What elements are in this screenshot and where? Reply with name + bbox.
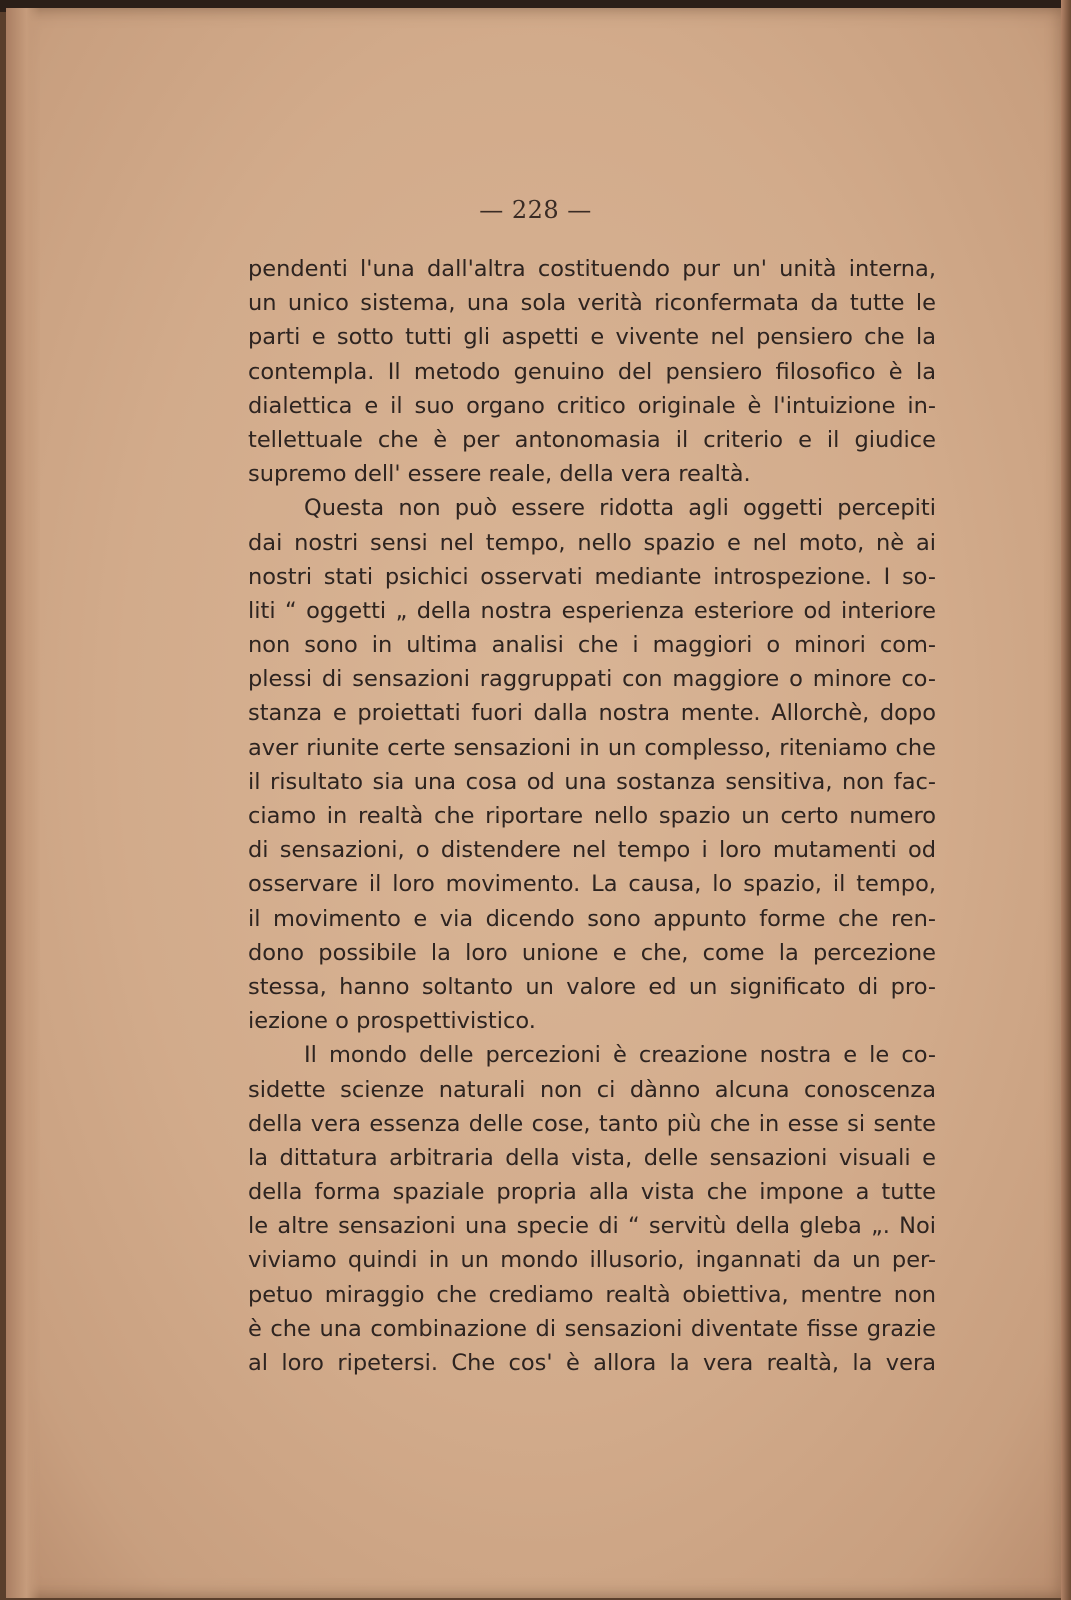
page-gutter	[6, 8, 40, 1598]
text-line: Il mondo delle percezioni è creazione nostra e le co-	[304, 1042, 936, 1069]
text-line: aver riunite certe sensazioni in un complesso, riteniamo che	[248, 734, 936, 761]
text-line: non sono in ultima analisi che i maggiori o minori com-	[248, 632, 936, 659]
text-line: liti “ oggetti „ della nostra esperienza esteriore od interiore	[248, 597, 936, 624]
text-line: iezione o prospettivistico.	[248, 1008, 536, 1035]
text-line: viviamo quindi in un mondo illusorio, ingannati da un per-	[248, 1247, 936, 1274]
text-line: il movimento e via dicendo sono appunto forme che ren-	[248, 905, 936, 932]
text-line: ciamo in realtà che riportare nello spazio un certo numero	[248, 803, 936, 829]
text-line: osservare il loro movimento. La causa, lo spazio, il tempo,	[248, 871, 936, 898]
text-line: parti e sotto tutti gli aspetti e vivente nel pensiero che la	[248, 324, 936, 351]
text-line: tellettuale che è per antonomasia il criterio e il giudice	[248, 426, 936, 453]
text-line: sidette scienze naturali non ci dànno alcuna conoscenza	[248, 1076, 936, 1103]
page-number: — 228 —	[479, 196, 592, 224]
text-line: di sensazioni, o distendere nel tempo i loro mutamenti od	[248, 837, 936, 864]
paragraph	[248, 252, 936, 491]
text-line: della forma spaziale propria alla vista che impone a tutte	[248, 1179, 936, 1206]
text-line: contempla. Il metodo genuino del pensiero filosofico è la	[248, 358, 936, 385]
text-line: nostri stati psichici osservati mediante introspezione. I so-	[248, 563, 936, 590]
scan-right-edge	[1061, 0, 1071, 1600]
text-line: un unico sistema, una sola verità riconfermata da tutte le	[248, 290, 936, 317]
text-line: dono possibile la loro unione e che, come la percezione	[248, 939, 936, 966]
text-line: stessa, hanno soltanto un valore ed un significato di pro-	[248, 973, 936, 1000]
text-line: al loro ripetersi. Che cos' è allora la vera realtà, la vera	[248, 1350, 936, 1376]
text-line: dai nostri sensi nel tempo, nello spazio e nel moto, nè ai	[248, 529, 936, 556]
body-text	[248, 252, 936, 1380]
text-line: della vera essenza delle cose, tanto più che in esse si sente	[248, 1110, 936, 1137]
text-line: Questa non può essere ridotta agli oggetti percepiti	[304, 495, 936, 522]
text-line: è che una combinazione di sensazioni diventate fisse grazie	[248, 1315, 936, 1342]
text-line: petuo miraggio che crediamo realtà obiettiva, mentre non	[248, 1281, 936, 1308]
paragraph	[248, 491, 936, 1038]
paragraph	[248, 1038, 936, 1380]
text-line: supremo dell' essere reale, della vera realtà.	[248, 461, 751, 488]
text-line: plessi di sensazioni raggruppati con maggiore o minore co-	[248, 666, 936, 693]
text-line: il risultato sia una cosa od una sostanza sensitiva, non fac-	[248, 768, 936, 795]
text-line: la dittatura arbitraria della vista, delle sensazioni visuali e	[248, 1144, 936, 1171]
text-line: stanza e proiettati fuori dalla nostra mente. Allorchè, dopo	[248, 700, 936, 727]
text-line: pendenti l'una dall'altra costituendo pur un' unità interna,	[248, 256, 936, 282]
text-line: le altre sensazioni una specie di “ servitù della gleba „. Noi	[248, 1213, 936, 1240]
text-line: dialettica e il suo organo critico originale è l'intuizione in-	[248, 392, 936, 419]
